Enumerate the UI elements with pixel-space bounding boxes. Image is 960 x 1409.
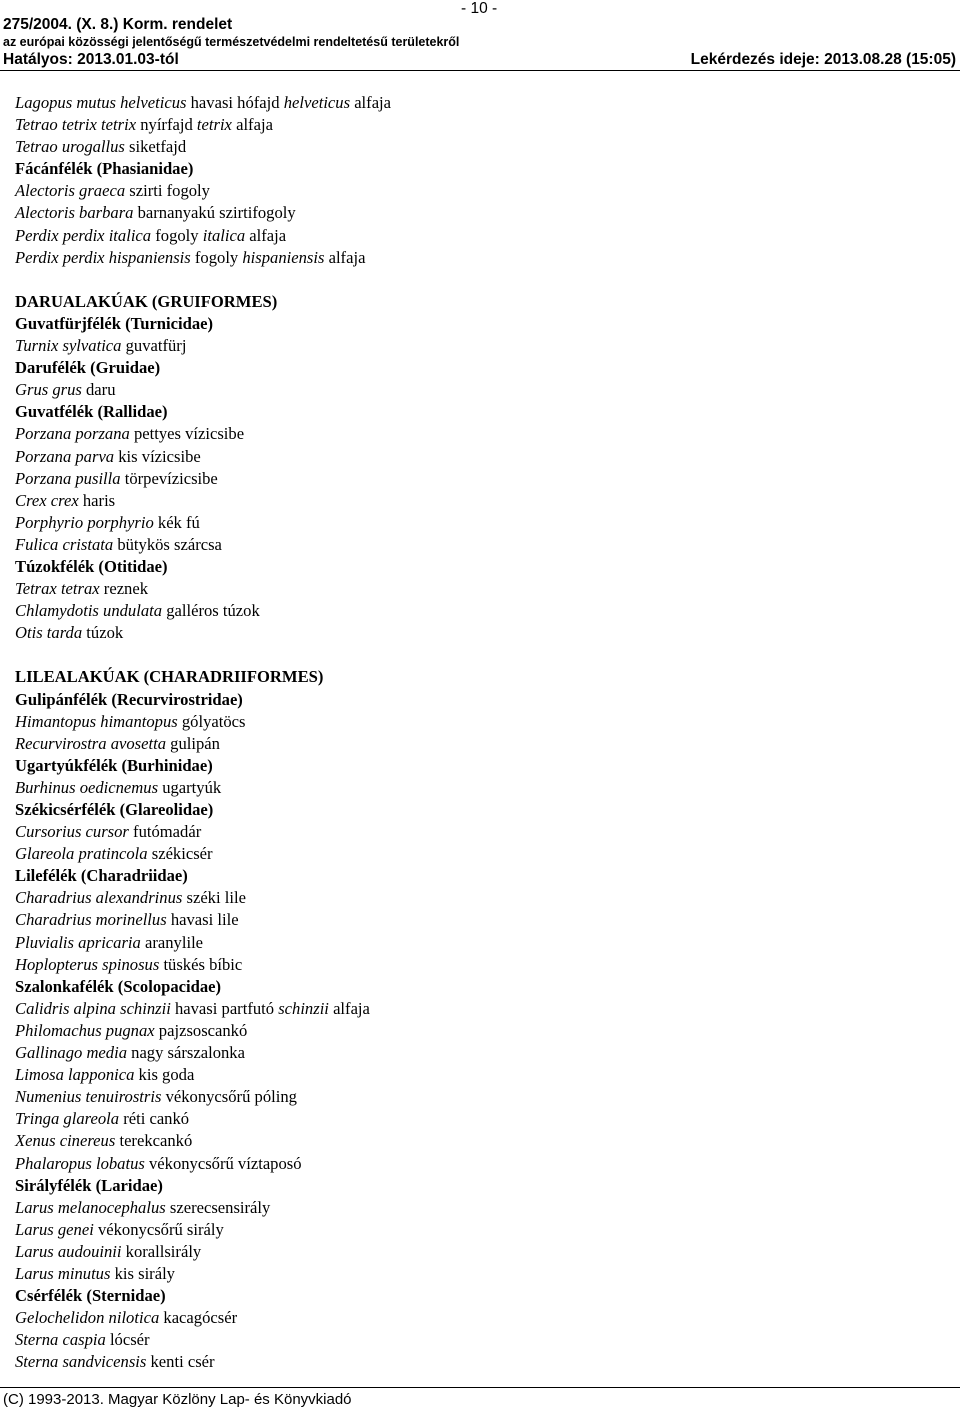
common-name: kis sirály [110, 1263, 175, 1283]
species-entry [15, 468, 945, 490]
species-entry [15, 225, 945, 247]
scientific-name: Perdix perdix hispaniensis [15, 247, 191, 267]
common-name: daru [81, 380, 116, 400]
scientific-name: Larus genei [15, 1219, 94, 1239]
common-name: gólyatöcs [177, 711, 246, 731]
species-entry [15, 423, 945, 445]
scientific-name: helveticus [283, 93, 351, 112]
scientific-name: Perdix perdix italica [15, 225, 152, 245]
common-name: nagy sárszalonka [127, 1043, 245, 1063]
common-name: alfaja [328, 998, 370, 1018]
species-entry [15, 379, 945, 401]
species-entry [15, 114, 945, 136]
common-name: korallsirály [121, 1241, 202, 1261]
scientific-name: Pluvialis apricaria [15, 932, 141, 952]
species-entry [15, 821, 945, 843]
scientific-name: Xenus cinereus [15, 1131, 116, 1151]
species-entry [15, 1042, 945, 1064]
common-name: nyírfajd [136, 115, 197, 135]
species-entry [15, 534, 945, 556]
scientific-name: Larus audouinii [15, 1241, 122, 1261]
scientific-name: Chlamydotis undulata [15, 601, 163, 621]
species-entry [15, 136, 945, 158]
common-name: haris [78, 490, 116, 510]
scientific-name: Philomachus pugnax [15, 1020, 155, 1040]
species-entry [15, 578, 945, 600]
document-title: 275/2004. (X. 8.) Korm. rendelet [3, 16, 233, 33]
species-entry [15, 1020, 945, 1042]
common-name: vékonycsőrű sirály [93, 1219, 224, 1239]
common-name: széki lile [182, 888, 246, 908]
scientific-name: Phalaropus lobatus [15, 1153, 145, 1173]
species-entry [15, 733, 945, 755]
species-entry [15, 1307, 945, 1329]
common-name: alfaja [245, 225, 287, 245]
scientific-name: italica [202, 225, 246, 245]
scientific-name: Porphyrio porphyrio [15, 512, 154, 532]
scientific-name: tetrix [196, 115, 232, 135]
effective-date: Hatályos: 2013.01.03-tól [3, 51, 179, 68]
scientific-name: Tringa glareola [15, 1109, 120, 1129]
scientific-name: Charadrius alexandrinus [15, 888, 183, 908]
scientific-name: Porzana parva [15, 446, 115, 466]
family-heading: Székicsérfélék (Glareolidae) [15, 800, 214, 819]
species-entry [15, 1108, 945, 1130]
common-name: galléros túzok [162, 601, 260, 621]
common-name: pettyes vízicsibe [129, 424, 245, 444]
common-name: kis goda [134, 1065, 195, 1085]
species-entry [15, 1130, 945, 1152]
scientific-name: Burhinus oedicnemus [15, 777, 159, 797]
scientific-name: Tetrax tetrax [15, 579, 100, 599]
scientific-name: Fulica cristata [15, 534, 114, 554]
spacer [15, 644, 945, 666]
species-entry [15, 1329, 945, 1351]
footer-divider [0, 1387, 960, 1388]
family-heading: Lilefélék (Charadriidae) [15, 866, 188, 886]
common-name: kacagócsér [159, 1308, 238, 1328]
family-heading: Ugartyúkfélék (Burhinidae) [15, 755, 213, 775]
document-subtitle: az európai közösségi jelentőségű természetvédelmi rendeltetésű területekről [3, 35, 460, 49]
species-entry [15, 446, 945, 468]
scientific-name: Larus minutus [15, 1263, 111, 1283]
species-entry [15, 202, 945, 224]
scientific-name: Grus grus [15, 380, 82, 400]
species-entry [15, 777, 945, 799]
family-heading: Túzokfélék (Otitidae) [15, 556, 168, 576]
species-entry [15, 1263, 945, 1285]
common-name: alfaja [231, 115, 273, 135]
scientific-name: Numenius tenuirostris [15, 1087, 162, 1107]
species-entry [15, 998, 945, 1020]
scientific-name: Sterna caspia [15, 1330, 106, 1350]
common-name: fogoly [151, 225, 203, 245]
common-name: siketfajd [124, 137, 187, 157]
page-header [0, 0, 960, 70]
page-number: - 10 - [461, 0, 498, 17]
scientific-name: Charadrius morinellus [15, 910, 167, 930]
common-name: székicsér [147, 844, 213, 864]
scientific-name: Cursorius cursor [15, 822, 129, 842]
family-heading: Csérfélék (Sternidae) [15, 1286, 166, 1306]
common-name: alfaja [324, 247, 366, 267]
common-name: guvatfürj [121, 336, 187, 356]
common-name: havasi hófajd [186, 93, 284, 112]
common-name: szirti fogoly [125, 181, 210, 201]
species-entry [15, 92, 945, 114]
scientific-name: Porzana porzana [15, 424, 130, 444]
species-entry [15, 909, 945, 931]
scientific-name: Himantopus himantopus [15, 711, 178, 731]
common-name: tüskés bíbic [159, 954, 243, 974]
family-heading: Sirályfélék (Laridae) [15, 1175, 163, 1195]
scientific-name: Gallinago media [15, 1043, 127, 1063]
scientific-name: Alectoris graeca [15, 181, 126, 201]
spacer [15, 269, 945, 291]
species-entry [15, 490, 945, 512]
species-entry [15, 512, 945, 534]
common-name: réti cankó [119, 1109, 190, 1129]
scientific-name: Tetrao urogallus [15, 137, 125, 157]
common-name: kenti csér [146, 1352, 215, 1372]
family-heading: Gulipánfélék (Recurvirostridae) [15, 689, 243, 709]
species-entry [15, 1086, 945, 1108]
common-name: gulipán [166, 733, 220, 753]
scientific-name: Turnix sylvatica [15, 336, 122, 356]
scientific-name: Glareola pratincola [15, 844, 148, 864]
family-heading: Fácánfélék (Phasianidae) [15, 159, 194, 179]
scientific-name: Calidris alpina schinzii [15, 998, 171, 1018]
species-entry [15, 932, 945, 954]
order-heading: LILEALAKÚAK (CHARADRIIFORMES) [15, 667, 324, 687]
scientific-name: Lagopus mutus helveticus [15, 93, 187, 112]
scientific-name: hispaniensis [242, 247, 325, 267]
species-entry [15, 1064, 945, 1086]
header-divider [0, 70, 960, 71]
scientific-name: Limosa lapponica [15, 1065, 135, 1085]
scientific-name: Tetrao tetrix tetrix [15, 115, 137, 135]
family-heading: Szalonkafélék (Scolopacidae) [15, 976, 222, 996]
order-heading: DARUALAKÚAK (GRUIFORMES) [15, 291, 278, 311]
common-name: reznek [99, 579, 149, 599]
common-name: pajzsoscankó [154, 1020, 248, 1040]
common-name: aranylile [140, 932, 204, 952]
common-name: bütykös szárcsa [113, 534, 222, 554]
common-name: barnanyakú szirtifogoly [133, 203, 296, 223]
species-entry [15, 1351, 945, 1373]
species-entry [15, 1153, 945, 1175]
scientific-name: Alectoris barbara [15, 203, 134, 223]
scientific-name: Crex crex [15, 490, 79, 510]
family-heading: Guvatfélék (Rallidae) [15, 402, 168, 422]
species-entry [15, 622, 945, 644]
species-entry [15, 335, 945, 357]
scientific-name: schinzii [278, 998, 329, 1018]
footer-copyright: (C) 1993-2013. Magyar Közlöny Lap- és Könyvkiadó [3, 1391, 352, 1408]
scientific-name: Recurvirostra avosetta [15, 733, 167, 753]
common-name: vékonycsőrű póling [161, 1087, 297, 1107]
common-name: vékonycsőrű víztaposó [144, 1153, 302, 1173]
common-name: szerecsensirály [165, 1197, 271, 1217]
common-name: havasi lile [166, 910, 239, 930]
family-heading: Guvatfürjfélék (Turnicidae) [15, 313, 214, 333]
species-entry [15, 600, 945, 622]
query-time: Lekérdezés ideje: 2013.08.28 (15:05) [690, 51, 956, 68]
scientific-name: Porzana pusilla [15, 468, 121, 488]
species-entry [15, 1197, 945, 1219]
common-name: kis vízicsibe [114, 446, 201, 466]
scientific-name: Hoplopterus spinosus [15, 954, 160, 974]
scientific-name: Gelochelidon nilotica [15, 1308, 160, 1328]
common-name: futómadár [128, 822, 202, 842]
scientific-name: Larus melanocephalus [15, 1197, 166, 1217]
common-name: kék fú [153, 512, 200, 532]
species-entry [15, 180, 945, 202]
common-name: terekcankó [115, 1131, 193, 1151]
species-entry [15, 1219, 945, 1241]
species-entry [15, 954, 945, 976]
species-entry [15, 843, 945, 865]
scientific-name: Otis tarda [15, 623, 83, 643]
species-entry [15, 887, 945, 909]
family-heading: Darufélék (Gruidae) [15, 358, 161, 378]
species-list [15, 92, 945, 1373]
common-name: havasi partfutó [170, 998, 279, 1018]
species-entry [15, 247, 945, 269]
common-name: törpevízicsibe [120, 468, 218, 488]
common-name: ugartyúk [158, 777, 222, 797]
scientific-name: Sterna sandvicensis [15, 1352, 147, 1372]
common-name: túzok [82, 623, 124, 643]
species-entry [15, 1241, 945, 1263]
common-name: lócsér [105, 1330, 150, 1350]
common-name: alfaja [350, 93, 392, 112]
common-name: fogoly [190, 247, 243, 267]
species-entry [15, 711, 945, 733]
